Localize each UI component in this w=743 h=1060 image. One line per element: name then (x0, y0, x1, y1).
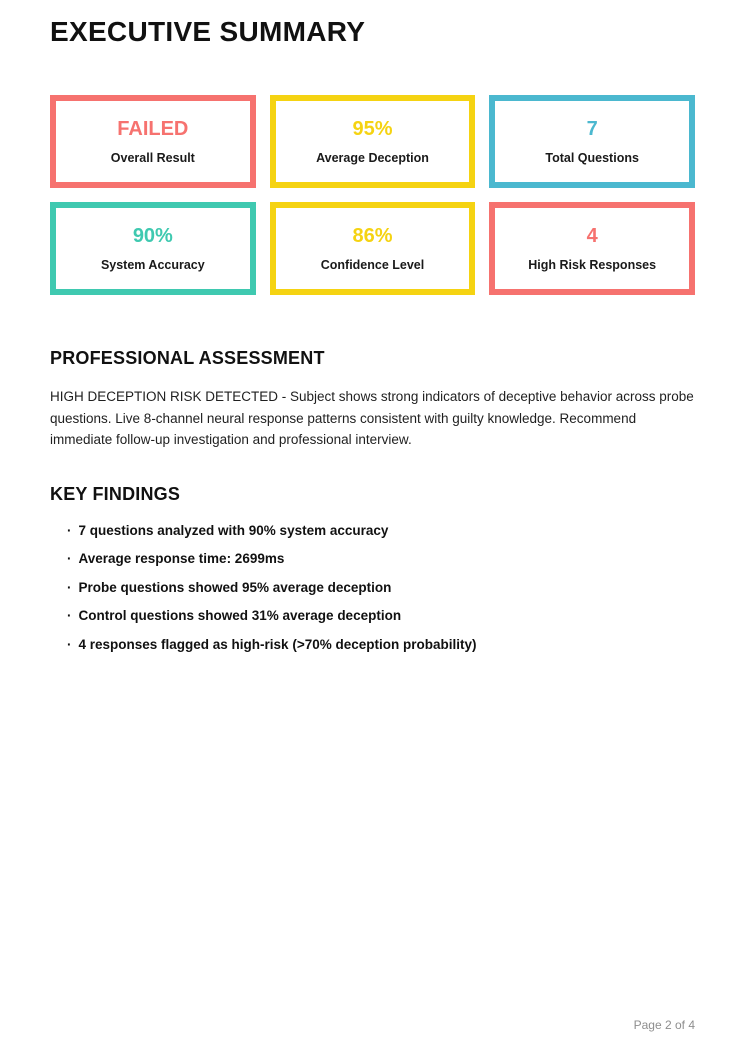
key-finding-text: 4 responses flagged as high-risk (>70% deception probability) (78, 636, 477, 652)
bullet-dot: · (67, 579, 72, 595)
card-label: Confidence Level (320, 258, 425, 272)
bullet-dot: · (67, 608, 72, 623)
card-value: 4 (586, 225, 598, 247)
key-finding-text: 7 questions analyzed with 90% system accuracy (78, 522, 389, 538)
bullet-dot: · (67, 636, 72, 652)
key-finding-item (67, 517, 695, 546)
card-value: 95% (352, 118, 393, 140)
card-confidence-level (270, 202, 476, 295)
card-total-questions (489, 95, 695, 188)
card-value: 7 (586, 118, 598, 140)
key-finding-item (67, 574, 695, 603)
key-findings-heading: KEY FINDINGS (50, 483, 181, 504)
page-number: Page 2 of 4 (633, 1018, 695, 1032)
card-value: FAILED (117, 118, 189, 140)
summary-cards-grid (50, 95, 695, 295)
card-system-accuracy (50, 202, 256, 295)
key-finding-item (67, 602, 695, 631)
bullet-dot: · (67, 522, 72, 538)
key-finding-item (67, 631, 695, 660)
card-value: 86% (352, 225, 393, 247)
card-label: Total Questions (545, 151, 639, 165)
page-title: EXECUTIVE SUMMARY (50, 16, 366, 47)
card-average-deception (270, 95, 476, 188)
key-findings-list (50, 517, 695, 660)
key-finding-text: Average response time: 2699ms (78, 551, 285, 566)
card-high-risk-responses (489, 202, 695, 295)
key-finding-text: Control questions showed 31% average deception (78, 608, 402, 623)
card-label: Average Deception (316, 151, 429, 165)
bullet-dot: · (67, 551, 72, 566)
professional-assessment-heading: PROFESSIONAL ASSESSMENT (50, 348, 325, 368)
report-page (0, 16, 743, 659)
card-label: System Accuracy (100, 258, 205, 272)
card-label: Overall Result (110, 151, 195, 165)
card-label: High Risk Responses (528, 258, 657, 272)
card-value: 90% (132, 225, 173, 247)
professional-assessment-body: HIGH DECEPTION RISK DETECTED - Subject shows strong indicators of deceptive behavior across probe questions. Live 8-channel neural response patterns consistent with guilty knowledge. Recommend immediate follow-up investigation and professional interview. (50, 389, 694, 447)
key-finding-item (67, 545, 695, 574)
card-overall-result (50, 95, 256, 188)
key-finding-text: Probe questions showed 95% average deception (78, 579, 392, 595)
